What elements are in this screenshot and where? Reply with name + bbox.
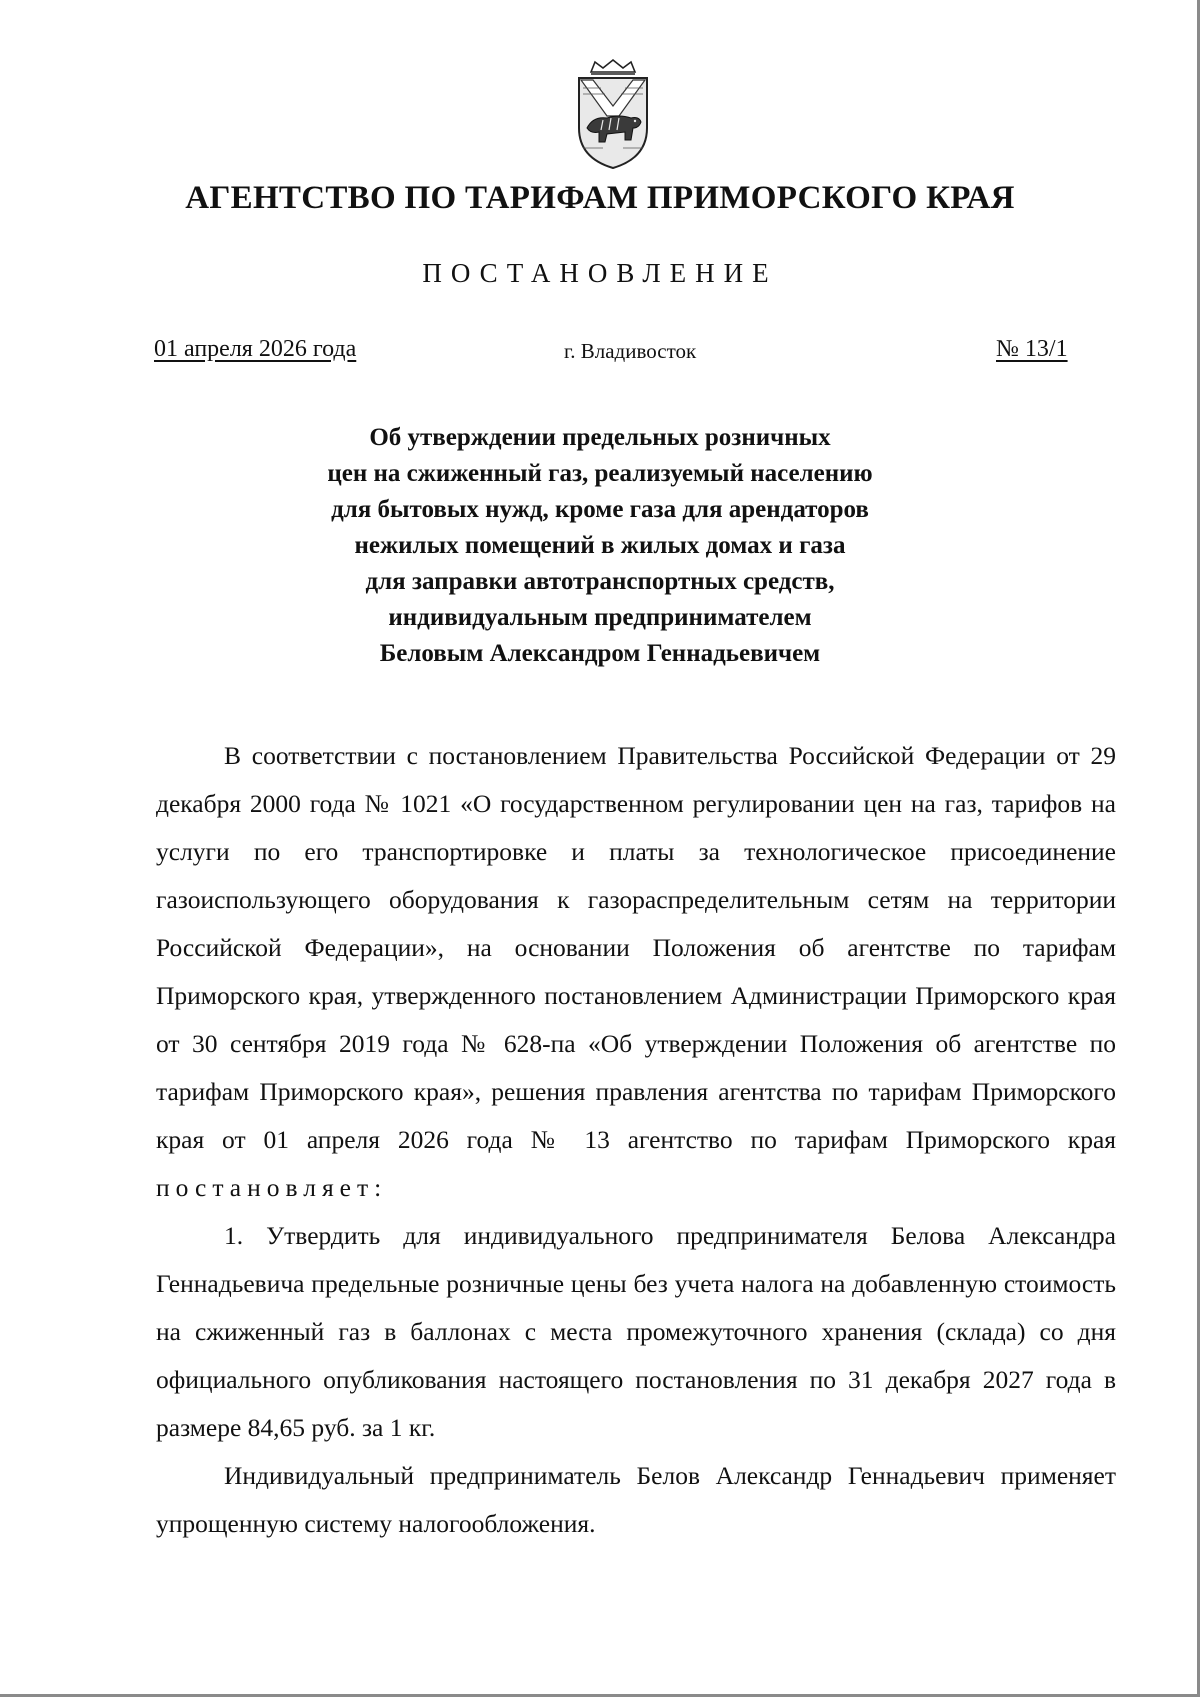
subject-line: для бытовых нужд, кроме газа для арендаторов (331, 496, 869, 523)
subject-line: индивидуальным предпринимателем (388, 604, 812, 631)
document-subject (250, 420, 950, 672)
agency-title: АГЕНТСТВО ПО ТАРИФАМ ПРИМОРСКОГО КРАЯ (185, 180, 1015, 216)
document-type-title: ПОСТАНОВЛЕНИЕ (422, 258, 778, 288)
body-paragraph-tax-note: Индивидуальный предприниматель Белов Александр Геннадьевич применяет упрощенную систему налогообложения. (156, 1461, 1116, 1538)
document-number: № 13/1 (996, 336, 1068, 362)
subject-line: нежилых помещений в жилых домах и газа (354, 532, 846, 559)
document-city: г. Владивосток (564, 339, 697, 363)
body-paragraph-preamble (156, 732, 1116, 1212)
subject-line: цен на сжиженный газ, реализуемый населению (327, 460, 873, 487)
document-date: 01 апреля 2026 года (154, 336, 357, 362)
subject-line: Об утверждении предельных розничных (369, 424, 831, 451)
preamble-text: В соответствии с постановлением Правительства Российской Федерации от 29 декабря 2000 года № 1021 «О государственном регулировании цен на газ, тарифов на услуги по его транспортировке и платы за технологическое присоединение газоиспользующего оборудования к газораспределительным сетям на территории Российской Федерации», на основании Положения об агентстве по тарифам Приморского края, утвержденного постановлением Администрации Приморского края от 30 сентября 2019 года № 628-па «Об утверждении Положения об агентстве по тарифам Приморского края», решения правления агентства по тарифам Приморского края от 01 апреля 2026 года № 13 агентство по тарифам Приморского края (156, 741, 1116, 1154)
coat-of-arms-tiger-icon (573, 58, 653, 170)
body-paragraph-clause-1: 1. Утвердить для индивидуального предпринимателя Белова Александра Геннадьевича предельные розничные цены без учета налога на добавленную стоимость на сжиженный газ в баллонах с места промежуточного хранения (склада) со дня официального опубликования настоящего постановления по 31 декабря 2027 года в размере 84,65 руб. за 1 кг. (156, 1221, 1116, 1442)
subject-line: для заправки автотранспортных средств, (365, 568, 835, 595)
subject-line: Беловым Александром Геннадьевичем (379, 640, 821, 667)
resolution-verb: постановляет: (156, 1173, 388, 1202)
document-body (156, 732, 1116, 1548)
